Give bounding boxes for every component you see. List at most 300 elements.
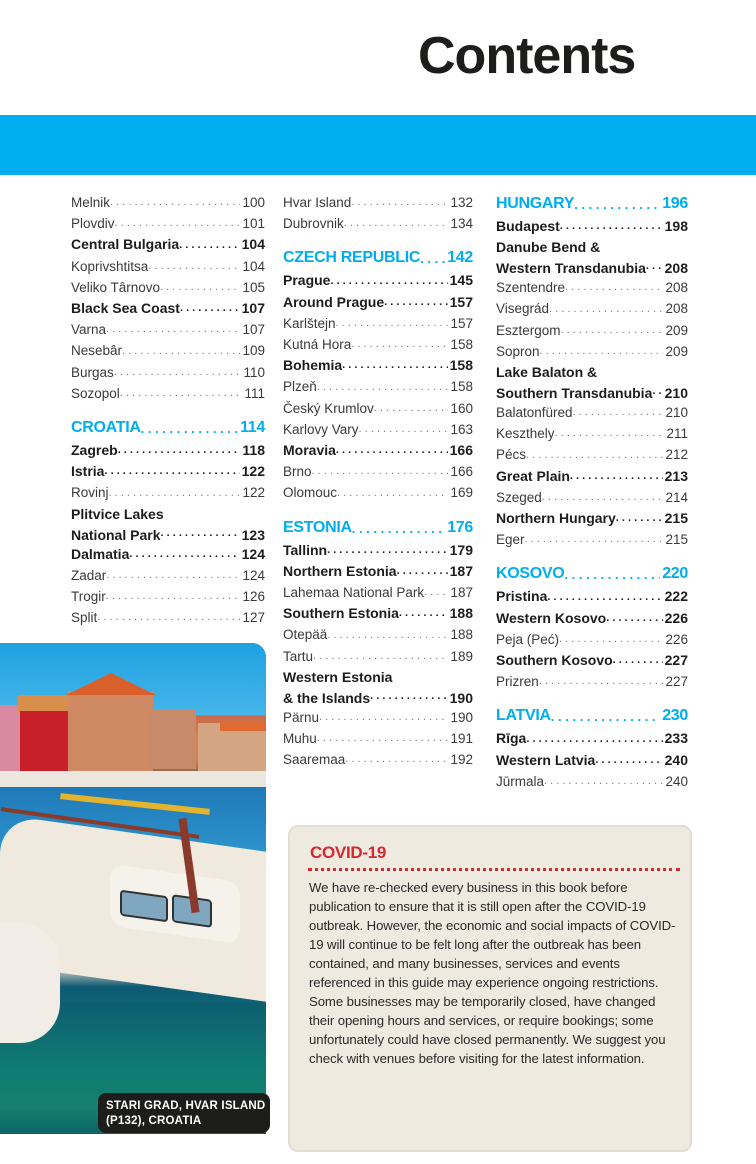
- dot-leader: [564, 563, 660, 586]
- header-band: [0, 115, 756, 175]
- toc-entry[interactable]: [283, 482, 473, 503]
- toc-entry-page: 169: [450, 485, 473, 501]
- dot-leader: [148, 256, 240, 277]
- toc-entry[interactable]: [283, 561, 473, 582]
- dot-leader: [342, 355, 448, 376]
- toc-entry-label: Eger: [496, 532, 525, 548]
- toc-entry-label: Plzeň: [283, 379, 317, 395]
- dot-leader: [114, 362, 242, 383]
- toc-entry-page: 226: [664, 609, 688, 626]
- dot-leader: [327, 540, 448, 561]
- dot-leader: [539, 671, 664, 692]
- toc-country-heading[interactable]: [496, 562, 688, 586]
- photo-building: [0, 705, 22, 771]
- toc-entry-page: 160: [450, 400, 473, 416]
- photo-building: [150, 709, 196, 769]
- toc-entry-label: Burgas: [71, 364, 114, 380]
- dot-leader: [374, 398, 449, 419]
- toc-entry-label: Balatonfüred: [496, 405, 573, 421]
- toc-entry-label-line1: Danube Bend &: [496, 239, 601, 256]
- toc-entry[interactable]: [71, 461, 265, 482]
- toc-country-heading[interactable]: [496, 192, 688, 216]
- dot-leader: [106, 586, 241, 607]
- dot-leader: [606, 608, 662, 629]
- toc-entry-label: Pärnu: [283, 709, 320, 725]
- toc-entry-label: Sozopol: [71, 385, 120, 401]
- dot-leader: [652, 381, 662, 402]
- toc-entry[interactable]: [283, 313, 473, 334]
- toc-entry-label: Southern Transdanubia: [496, 385, 653, 402]
- toc-entry[interactable]: [496, 320, 688, 341]
- dot-leader: [540, 341, 664, 362]
- dot-leader: [344, 213, 449, 234]
- dot-leader: [526, 445, 663, 466]
- toc-entry-page: 212: [665, 447, 688, 463]
- toc-country-heading[interactable]: [283, 516, 473, 540]
- dot-leader: [616, 508, 663, 529]
- toc-entry-page: 134: [450, 216, 473, 232]
- covid-notice-divider: [308, 868, 680, 871]
- dot-leader: [129, 544, 239, 565]
- photo-caption-line1: STARI GRAD, HVAR ISLAND: [106, 1100, 266, 1112]
- toc-entry[interactable]: [496, 381, 688, 402]
- toc-entry-page: 198: [664, 218, 688, 234]
- toc-column-3: [496, 192, 688, 792]
- toc-entry-label: Prizren: [496, 674, 539, 690]
- dot-leader: [565, 277, 663, 298]
- toc-entry-multiline[interactable]: [71, 506, 265, 544]
- dot-leader: [110, 192, 240, 213]
- dot-leader: [351, 334, 448, 355]
- dot-leader: [179, 235, 240, 256]
- dot-leader: [397, 561, 448, 582]
- toc-entry[interactable]: [283, 355, 473, 376]
- toc-entry[interactable]: [496, 629, 688, 650]
- toc-entry-label: Budapest: [496, 218, 560, 234]
- dot-leader: [420, 247, 445, 270]
- toc-entry-label: Prague: [283, 272, 331, 289]
- toc-entry[interactable]: [283, 646, 473, 667]
- dot-leader: [549, 299, 663, 320]
- dot-leader: [336, 440, 448, 461]
- dot-leader: [561, 320, 664, 341]
- toc-entry[interactable]: [496, 444, 688, 465]
- toc-entry[interactable]: [71, 440, 265, 461]
- toc-entry-page: 104: [241, 236, 265, 253]
- dot-leader: [613, 650, 663, 671]
- toc-entry[interactable]: [71, 544, 265, 565]
- toc-entry-label: Black Sea Coast: [71, 300, 180, 317]
- toc-entry[interactable]: [496, 298, 688, 319]
- dot-leader: [319, 707, 448, 728]
- toc-entry[interactable]: [283, 398, 473, 419]
- toc-entry-page: 213: [664, 467, 688, 484]
- toc-entry[interactable]: [496, 529, 688, 550]
- toc-entry-page: 111: [244, 385, 265, 401]
- dot-leader: [336, 313, 449, 334]
- toc-entry-page: 122: [241, 463, 265, 480]
- toc-entry[interactable]: [496, 771, 688, 792]
- toc-entry-label: Dalmatia: [71, 545, 130, 562]
- toc-entry-label: Keszthely: [496, 426, 555, 442]
- toc-entry[interactable]: [496, 466, 688, 487]
- toc-entry-label: Tartu: [283, 648, 314, 664]
- toc-entry-page: 176: [447, 518, 473, 536]
- toc-entry-label: Pécs: [496, 447, 527, 463]
- toc-entry-page: 227: [664, 652, 688, 669]
- dot-leader: [160, 277, 240, 298]
- dot-leader: [399, 603, 448, 624]
- toc-entry-page: 189: [450, 648, 473, 664]
- toc-entry-page: 209: [665, 343, 688, 359]
- photo-caption: [98, 1093, 270, 1133]
- dot-leader: [317, 377, 449, 398]
- toc-entry[interactable]: [283, 603, 473, 624]
- toc-entry-label: Western Latvia: [496, 751, 596, 768]
- dot-leader: [551, 705, 660, 728]
- toc-entry[interactable]: [496, 216, 688, 237]
- toc-entry-page: 240: [665, 773, 688, 789]
- toc-entry[interactable]: [496, 256, 688, 277]
- toc-country-heading[interactable]: [71, 416, 265, 440]
- toc-entry-label: Otepää: [283, 627, 328, 643]
- toc-entry-page: 188: [450, 627, 473, 643]
- dot-leader: [141, 417, 238, 440]
- toc-entry-label: Plovdiv: [71, 216, 115, 232]
- toc-entry-page: 124: [241, 545, 265, 562]
- dot-leader: [106, 319, 240, 340]
- toc-entry-label: Dubrovnik: [283, 216, 344, 232]
- toc-entry[interactable]: [71, 277, 265, 298]
- toc-entry[interactable]: [283, 582, 473, 603]
- toc-entry-page: 122: [242, 485, 265, 501]
- page-title: Contents: [418, 27, 636, 85]
- toc-entry-page: 157: [449, 293, 473, 310]
- toc-entry-label-line1: Plitvice Lakes: [71, 505, 164, 522]
- toc-entry-label: Jūrmala: [496, 773, 545, 789]
- dot-leader: [337, 483, 448, 504]
- toc-entry[interactable]: [283, 686, 473, 707]
- toc-entry[interactable]: [71, 586, 265, 607]
- toc-entry-page: 233: [664, 730, 688, 747]
- toc-entry-label: Western Kosovo: [496, 609, 607, 626]
- toc-entry-label: LATVIA: [496, 707, 551, 725]
- toc-entry[interactable]: [71, 213, 265, 234]
- toc-entry-page: 101: [242, 216, 265, 232]
- toc-entry-label: Around Prague: [283, 293, 385, 310]
- toc-entry[interactable]: [283, 192, 473, 213]
- toc-entry-page: 208: [664, 260, 688, 277]
- dot-leader: [555, 423, 665, 444]
- toc-entry-label: Esztergom: [496, 322, 561, 338]
- toc-entry-label: Sopron: [496, 343, 540, 359]
- toc-entry-label: Peja (Peć): [496, 631, 560, 647]
- toc-entry[interactable]: [283, 540, 473, 561]
- toc-entry-page: 179: [449, 541, 473, 558]
- toc-entry[interactable]: [496, 402, 688, 423]
- toc-entry[interactable]: [496, 423, 688, 444]
- toc-entry-label: Southern Estonia: [283, 605, 399, 622]
- toc-entry-page: 166: [450, 464, 473, 480]
- toc-entry-label: Koprivshtitsa: [71, 258, 149, 274]
- toc-entry-label: Lahemaa National Park: [283, 585, 425, 601]
- dot-leader: [547, 587, 662, 608]
- toc-entry-page: 109: [242, 343, 265, 359]
- toc-entry-label: ESTONIA: [283, 518, 352, 536]
- dot-leader: [544, 771, 663, 792]
- toc-entry[interactable]: [71, 319, 265, 340]
- toc-entry-label: Moravia: [283, 442, 336, 459]
- toc-entry[interactable]: [71, 523, 265, 544]
- toc-entry-page: 107: [242, 322, 265, 338]
- photo-quay: [0, 771, 266, 787]
- toc-entry-label: CROATIA: [71, 419, 141, 437]
- toc-entry[interactable]: [71, 298, 265, 319]
- photo-building: [68, 691, 153, 773]
- dot-leader: [120, 383, 243, 404]
- photo-roof: [66, 673, 156, 695]
- toc-entry-page: 208: [665, 301, 688, 317]
- toc-entry[interactable]: [496, 341, 688, 362]
- dot-leader: [160, 523, 239, 544]
- toc-entry-label: CZECH REPUBLIC: [283, 249, 421, 267]
- dot-leader: [327, 625, 448, 646]
- toc-entry[interactable]: [496, 608, 688, 629]
- toc-entry[interactable]: [71, 362, 265, 383]
- toc-entry-page: 222: [664, 588, 688, 605]
- toc-entry-label: Veliko Târnovo: [71, 279, 161, 295]
- toc-entry[interactable]: [71, 383, 265, 404]
- dot-leader: [359, 419, 449, 440]
- toc-entry-page: 227: [665, 674, 688, 690]
- toc-entry[interactable]: [283, 292, 473, 313]
- toc-column-1: [71, 192, 265, 628]
- toc-entry-label: Nesebâr: [71, 343, 123, 359]
- toc-entry-page: 188: [449, 605, 473, 622]
- dot-leader: [352, 517, 445, 540]
- toc-entry-page: 163: [450, 421, 473, 437]
- toc-entry-page: 226: [665, 631, 688, 647]
- toc-entry-label: Central Bulgaria: [71, 236, 180, 253]
- covid-notice-title: COVID-19: [310, 843, 387, 862]
- toc-entry-page: 192: [450, 752, 473, 768]
- dot-leader: [574, 193, 660, 216]
- toc-entry[interactable]: [71, 565, 265, 586]
- toc-entry[interactable]: [496, 586, 688, 607]
- dot-leader: [595, 750, 662, 771]
- toc-entry[interactable]: [283, 749, 473, 770]
- dot-leader: [106, 565, 240, 586]
- toc-entry-page: 158: [450, 337, 473, 353]
- toc-entry[interactable]: [71, 192, 265, 213]
- toc-entry-page: 126: [242, 589, 265, 605]
- toc-entry-page: 142: [447, 249, 473, 267]
- toc-entry-page: 166: [449, 442, 473, 459]
- dot-leader: [351, 192, 448, 213]
- dot-leader: [384, 292, 448, 313]
- toc-entry-page: 132: [450, 195, 473, 210]
- toc-entry-multiline[interactable]: [496, 239, 688, 277]
- toc-entry-label: Southern Kosovo: [496, 652, 613, 669]
- toc-entry-page: 107: [241, 300, 265, 317]
- toc-entry[interactable]: [496, 750, 688, 771]
- toc-entry-label: Northern Estonia: [283, 562, 397, 579]
- toc-entry-page: 158: [449, 357, 473, 374]
- toc-entry[interactable]: [496, 487, 688, 508]
- dot-leader: [118, 440, 241, 461]
- toc-entry-label: Karlštejn: [283, 315, 336, 331]
- covid-notice-body: We have re-checked every business in this book before publication to ensure that it is still open after the COVID-19 outbreak. However, the economic and social impacts of COVID-19 will continue to be felt long after the outbreak has been contained, and many businesses, services and events referenced in this guide may experience ongoing restrictions. Some businesses may be temporarily closed, have changed their opening hours and services, or require bookings; some unfortunately could have closed permanently. We suggest you check with venues before visiting for the latest information.: [309, 880, 676, 1066]
- toc-entry-page: 123: [241, 526, 265, 543]
- toc-entry-page: 100: [242, 195, 265, 210]
- toc-entry-page: 196: [662, 195, 688, 212]
- toc-entry[interactable]: [496, 728, 688, 749]
- toc-entry-page: 105: [242, 279, 265, 295]
- toc-entry-page: 190: [449, 689, 473, 706]
- toc-entry[interactable]: [496, 671, 688, 692]
- toc-entry-multiline[interactable]: [496, 364, 688, 402]
- toc-entry-label: Tallinn: [283, 541, 328, 558]
- toc-entry-label: Northern Hungary: [496, 510, 616, 527]
- toc-entry-page: 124: [242, 567, 265, 583]
- toc-entry-label: Muhu: [283, 731, 317, 747]
- toc-entry-label: Rovinj: [71, 485, 109, 501]
- photo-boat: [0, 923, 60, 1043]
- dot-leader: [97, 607, 240, 628]
- toc-entry-label: HUNGARY: [496, 195, 575, 212]
- toc-entry-page: 157: [450, 315, 473, 331]
- toc-entry-page: 220: [662, 565, 688, 583]
- dot-leader: [542, 487, 664, 508]
- toc-entry-label: Bohemia: [283, 357, 343, 374]
- toc-column-2: [283, 192, 473, 770]
- dot-leader: [345, 749, 448, 770]
- toc-entry-page: 210: [664, 385, 688, 402]
- toc-entry-page: 145: [449, 272, 473, 289]
- toc-entry[interactable]: [283, 707, 473, 728]
- toc-entry[interactable]: [71, 607, 265, 628]
- toc-entry-label: Pristina: [496, 588, 548, 605]
- toc-entry[interactable]: [283, 270, 473, 291]
- toc-entry[interactable]: [71, 482, 265, 503]
- toc-entry[interactable]: [71, 256, 265, 277]
- dot-leader: [560, 216, 663, 237]
- toc-entry-page: 110: [243, 364, 265, 380]
- toc-entry-page: 187: [449, 562, 473, 579]
- dot-leader: [104, 461, 239, 482]
- toc-entry-label: Rīga: [496, 730, 527, 747]
- dot-leader: [312, 461, 449, 482]
- toc-entry-label: Karlovy Vary: [283, 421, 359, 437]
- toc-entry-label: Brno: [283, 464, 312, 480]
- toc-entry[interactable]: [496, 650, 688, 671]
- dot-leader: [115, 213, 241, 234]
- toc-entry-label-line1: Western Estonia: [283, 668, 393, 685]
- toc-entry[interactable]: [283, 728, 473, 749]
- toc-entry-page: 230: [662, 707, 688, 725]
- toc-entry[interactable]: [496, 508, 688, 529]
- toc-entry-page: 190: [450, 709, 473, 725]
- dot-leader: [313, 646, 448, 667]
- toc-entry-page: 114: [240, 419, 265, 437]
- toc-entry[interactable]: [283, 419, 473, 440]
- dot-leader: [317, 728, 449, 749]
- toc-entry-label: Zadar: [71, 567, 107, 583]
- dot-leader: [180, 298, 240, 319]
- toc-entry-label: & the Islands: [283, 689, 371, 706]
- toc-country-heading[interactable]: [496, 704, 688, 728]
- toc-entry-label: Szeged: [496, 489, 542, 505]
- dot-leader: [525, 529, 664, 550]
- toc-entry-multiline[interactable]: [283, 669, 473, 707]
- toc-entry[interactable]: [71, 234, 265, 255]
- toc-entry[interactable]: [71, 340, 265, 361]
- toc-entry-label: Szentendre: [496, 280, 566, 296]
- toc-entry-page: 187: [450, 585, 473, 601]
- toc-entry-page: 208: [665, 280, 688, 296]
- toc-entry-label: Zagreb: [71, 442, 118, 459]
- dot-leader: [370, 686, 448, 707]
- toc-entry-label: Olomouc: [283, 485, 338, 501]
- toc-entry-label: Trogir: [71, 589, 106, 605]
- dot-leader: [573, 402, 664, 423]
- toc-entry-label: Saaremaa: [283, 752, 346, 768]
- toc-entry[interactable]: [283, 624, 473, 645]
- toc-entry-page: 214: [665, 489, 688, 505]
- toc-entry-label: National Park: [71, 526, 161, 543]
- dot-leader: [109, 483, 241, 504]
- toc-entry-label: Istria: [71, 463, 105, 480]
- dot-leader: [646, 256, 663, 277]
- dot-leader: [330, 271, 447, 292]
- toc-entry-page: 209: [665, 322, 688, 338]
- toc-entry[interactable]: [283, 440, 473, 461]
- toc-entry-page: 127: [242, 610, 265, 626]
- toc-entry-label-line1: Lake Balaton &: [496, 364, 598, 381]
- toc-entry-page: 104: [242, 258, 265, 274]
- dot-leader: [424, 582, 448, 603]
- toc-entry-page: 191: [450, 731, 473, 747]
- toc-entry[interactable]: [283, 213, 473, 234]
- dot-leader: [122, 341, 240, 362]
- cover-photo-stari-grad: [0, 643, 266, 1134]
- toc-entry-page: 158: [450, 379, 473, 395]
- toc-entry-label: Great Plain: [496, 467, 570, 484]
- toc-entry-label: Visegrád: [496, 301, 550, 317]
- toc-entry[interactable]: [283, 461, 473, 482]
- toc-entry-label: Hvar Island: [283, 195, 352, 210]
- toc-entry[interactable]: [283, 334, 473, 355]
- toc-entry-label: Varna: [71, 322, 107, 338]
- toc-entry-label: KOSOVO: [496, 565, 565, 583]
- toc-entry-label: Český Krumlov: [283, 400, 374, 416]
- dot-leader: [526, 729, 662, 750]
- toc-entry-page: 215: [664, 510, 688, 527]
- toc-entry-label: Kutná Hora: [283, 337, 352, 353]
- toc-entry[interactable]: [496, 277, 688, 298]
- toc-entry-page: 240: [664, 751, 688, 768]
- dot-leader: [559, 629, 663, 650]
- photo-caption-line2: (P132), CROATIA: [106, 1115, 202, 1127]
- toc-entry-page: 118: [242, 442, 265, 459]
- dot-leader: [570, 466, 663, 487]
- toc-entry-label: Western Transdanubia: [496, 260, 646, 277]
- toc-country-heading[interactable]: [283, 246, 473, 270]
- toc-entry[interactable]: [283, 376, 473, 397]
- toc-entry-page: 211: [666, 426, 688, 442]
- photo-roof: [220, 721, 266, 731]
- toc-entry-page: 215: [665, 532, 688, 548]
